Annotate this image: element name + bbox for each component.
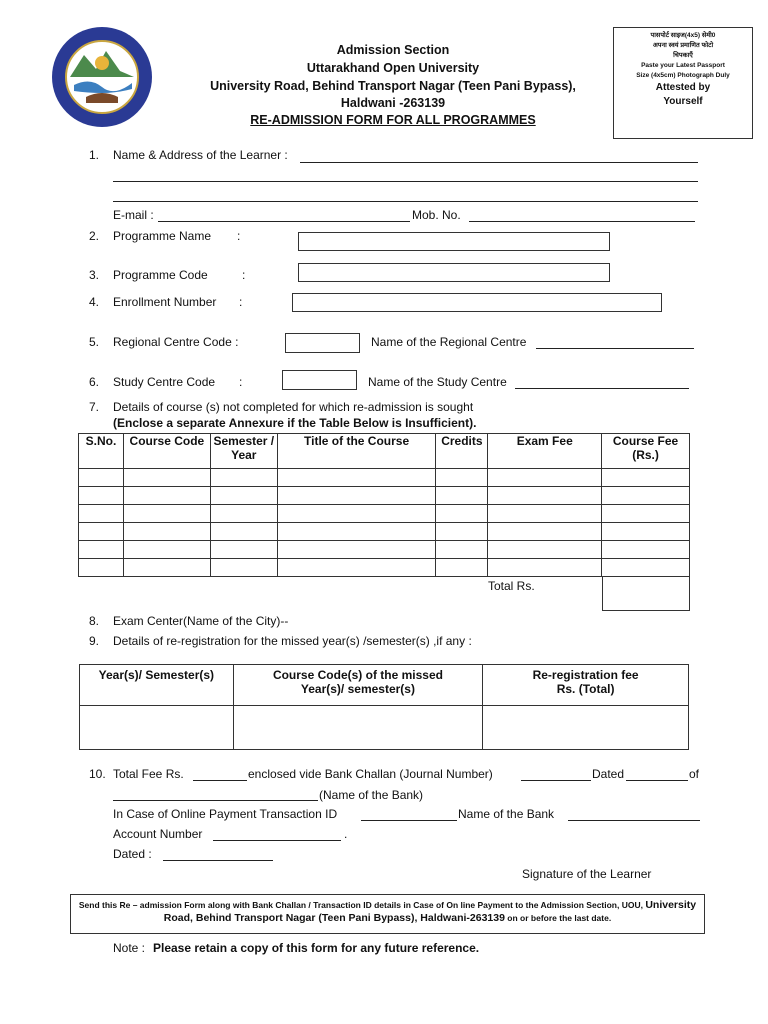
photo-hindi-3: चिपकाएँ <box>673 52 693 59</box>
dated-line[interactable] <box>626 780 688 781</box>
exam-center-label: Exam Center(Name of the City)-- <box>113 614 289 628</box>
rereg-header-course: Course Code(s) of the missed Year(s)/ semester(s) <box>233 665 483 706</box>
regional-name-label: Name of the Regional Centre <box>371 335 527 349</box>
item-number-6: 6. <box>89 375 100 389</box>
dated-2-line[interactable] <box>163 860 273 861</box>
enclosed-label: enclosed vide Bank Challan (Journal Number) <box>248 767 493 781</box>
photo-hindi-1: पासपोर्ट साइज(4x5) सेमी0 <box>650 32 716 39</box>
item-number-7: 7. <box>89 400 100 414</box>
total-fee-label: Total Fee Rs. <box>113 767 184 781</box>
dated-2-label: Dated : <box>113 847 152 861</box>
online-payment-label: In Case of Online Payment Transaction ID <box>113 807 338 821</box>
table-row[interactable] <box>79 487 690 505</box>
photo-english-2: Size (4x5cm) Photograph Duly <box>636 72 730 79</box>
table-row[interactable] <box>79 469 690 487</box>
name-address-line-1[interactable] <box>300 162 698 163</box>
bank-name-label: (Name of the Bank) <box>319 788 424 802</box>
table-row[interactable] <box>79 523 690 541</box>
name-bank-label: Name of the Bank <box>458 807 555 821</box>
instruction-box <box>70 894 705 934</box>
course-table <box>78 433 690 577</box>
photo-attested-1: Attested by <box>655 82 711 93</box>
enrollment-input[interactable] <box>292 293 662 312</box>
account-number-line[interactable] <box>213 840 341 841</box>
item-number-4: 4. <box>89 295 100 309</box>
email-line[interactable] <box>158 221 410 222</box>
of-label: of <box>689 767 700 781</box>
instruction-address: University Road, Behind Transport Nagar (Teen Pani Bypass), Haldwani-263139 <box>163 899 697 924</box>
table-row[interactable] <box>79 541 690 559</box>
total-rs-label: Total Rs. <box>488 579 535 593</box>
study-code-label: Study Centre Code <box>113 375 216 389</box>
item-number-2: 2. <box>89 229 100 243</box>
mob-label: Mob. No. <box>412 208 461 222</box>
course-header-credits: Credits <box>436 434 488 469</box>
programme-code-label: Programme Code <box>113 268 208 282</box>
course-header-code: Course Code <box>123 434 210 469</box>
course-header-semester: Semester / Year <box>210 434 277 469</box>
instruction-text-1: Send this Re – admission Form along with Bank Challan / Transaction ID details in Case of On line Payment to the Admission Section, UOU, <box>78 900 646 910</box>
photo-hindi-2: अपना स्वयं प्रमाणित फोटो <box>652 42 714 49</box>
course-header-title: Title of the Course <box>277 434 436 469</box>
account-number-end: . <box>344 827 348 841</box>
course-header-exam-fee: Exam Fee <box>488 434 602 469</box>
table-row[interactable] <box>79 505 690 523</box>
note-text: Please retain a copy of this form for any future reference. <box>153 941 480 955</box>
name-address-label: Name & Address of the Learner : <box>113 148 288 162</box>
programme-name-colon: : <box>237 229 241 243</box>
rereg-label: Details of re-registration for the missed year(s) /semester(s) ,if any : <box>113 634 472 648</box>
header-line-1: Admission Section <box>336 43 450 57</box>
photo-english-1: Paste your Latest Passport <box>641 62 725 69</box>
study-name-line[interactable] <box>515 388 689 389</box>
item-number-9: 9. <box>89 634 100 648</box>
transaction-id-line[interactable] <box>361 820 457 821</box>
instruction-text-3: on or before the last date. <box>504 913 612 923</box>
rereg-header-year: Year(s)/ Semester(s) <box>80 665 234 706</box>
total-rs-input[interactable] <box>602 576 690 611</box>
mob-line[interactable] <box>469 221 695 222</box>
table-row[interactable] <box>79 559 690 577</box>
email-label: E-mail : <box>113 208 154 222</box>
name-bank-line[interactable] <box>568 820 700 821</box>
programme-name-label: Programme Name <box>113 229 212 243</box>
item-number-1: 1. <box>89 148 100 162</box>
bank-name-line[interactable] <box>113 800 318 801</box>
table-row[interactable] <box>80 706 689 750</box>
study-code-input[interactable] <box>282 370 357 390</box>
name-address-line-2[interactable] <box>113 181 698 182</box>
study-name-label: Name of the Study Centre <box>368 375 507 389</box>
university-logo <box>50 25 154 129</box>
study-code-colon: : <box>239 375 243 389</box>
dated-label: Dated <box>592 767 625 781</box>
rereg-header-fee: Re-registration fee Rs. (Total) <box>483 665 689 706</box>
enrollment-label: Enrollment Number <box>113 295 217 309</box>
form-title: RE-ADMISSION FORM FOR ALL PROGRAMMES <box>250 113 536 127</box>
regional-code-input[interactable] <box>285 333 360 353</box>
journal-number-line[interactable] <box>521 780 591 781</box>
signature-label: Signature of the Learner <box>522 867 652 881</box>
programme-code-colon: : <box>242 268 246 282</box>
item-number-8: 8. <box>89 614 100 628</box>
header-line-4: Haldwani -263139 <box>340 96 446 110</box>
header-line-3: University Road, Behind Transport Nagar (Teen Pani Bypass), <box>210 79 576 93</box>
item-number-3: 3. <box>89 268 100 282</box>
item-number-5: 5. <box>89 335 100 349</box>
programme-name-input[interactable] <box>298 232 610 251</box>
course-header-course-fee: Course Fee (Rs.) <box>602 434 690 469</box>
enrollment-colon: : <box>239 295 243 309</box>
programme-code-input[interactable] <box>298 263 610 282</box>
course-header-sno: S.No. <box>79 434 124 469</box>
note-label: Note : <box>113 941 146 955</box>
item-number-10: 10. <box>89 767 106 781</box>
rereg-table <box>79 664 689 750</box>
regional-code-label: Regional Centre Code : <box>113 335 239 349</box>
total-fee-line[interactable] <box>193 780 247 781</box>
photo-box[interactable] <box>613 27 753 139</box>
account-number-label: Account Number <box>113 827 203 841</box>
photo-attested-2: Yourself <box>663 96 703 107</box>
name-address-line-3[interactable] <box>113 201 698 202</box>
course-details-label: Details of course (s) not completed for which re-admission is sought <box>113 400 474 414</box>
regional-name-line[interactable] <box>536 348 694 349</box>
header-line-2: Uttarakhand Open University <box>306 61 480 75</box>
enclose-annexure-note: (Enclose a separate Annexure if the Table Below is Insufficient). <box>113 416 477 430</box>
